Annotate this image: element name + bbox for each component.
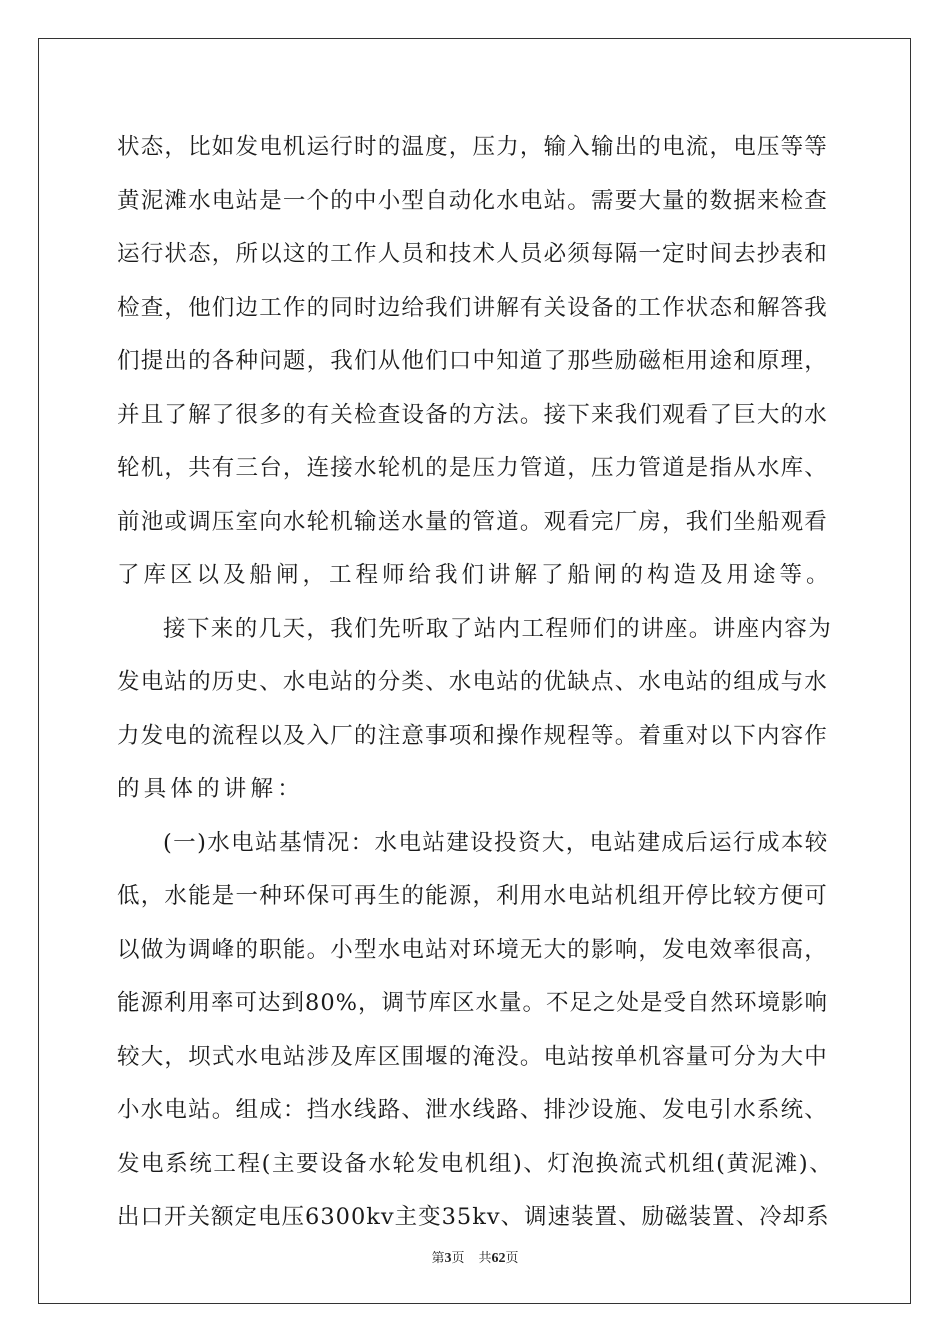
text-line: 发电系统工程(主要设备水轮发电机组)、灯泡换流式机组(黄泥滩)、 — [117, 1150, 834, 1177]
text-line: 了库区以及船闸，工程师给我们讲解了船闸的构造及用途等。 — [117, 562, 833, 588]
text-line: 力发电的流程以及入厂的注意事项和操作规程等。着重对以下内容作 — [117, 722, 829, 749]
text-line: (一)水电站基情况：水电站建设投资大，电站建成后运行成本较 — [163, 829, 829, 856]
page-suffix: 页 — [451, 1251, 465, 1266]
document-body — [117, 121, 833, 1245]
text-line: 较大，坝式水电站涉及库区围堰的淹没。电站按单机容量可分为大中 — [117, 1043, 829, 1070]
text-line: 能源利用率可达到80%，调节库区水量。不足之处是受自然环境影响 — [117, 990, 829, 1016]
text-line: 黄泥滩水电站是一个的中小型自动化水电站。需要大量的数据来检查 — [117, 187, 829, 214]
text-line: 并且了解了很多的有关检查设备的方法。接下来我们观看了巨大的水 — [117, 401, 829, 428]
text-line: 发电站的历史、水电站的分类、水电站的优缺点、水电站的组成与水 — [117, 669, 829, 695]
page-number: 3 — [444, 1251, 452, 1266]
text-line: 小水电站。组成：挡水线路、泄水线路、排沙设施、发电引水系统、 — [117, 1097, 829, 1123]
text-line: 接下来的几天，我们先听取了站内工程师们的讲座。讲座内容为 — [163, 615, 833, 642]
total-suffix: 页 — [505, 1251, 519, 1266]
page-footer — [0, 1247, 950, 1267]
text-line: 检查，他们边工作的同时边给我们讲解有关设备的工作状态和解答我 — [117, 294, 829, 321]
text-line: 们提出的各种问题，我们从他们口中知道了那些励磁柜用途和原理， — [117, 348, 829, 374]
text-line: 前池或调压室向水轮机输送水量的管道。观看完厂房，我们坐船观看 — [117, 508, 829, 535]
text-line: 的具体的讲解： — [117, 776, 304, 802]
text-line: 低，水能是一种环保可再生的能源，利用水电站机组开停比较方便可 — [117, 883, 829, 909]
total-prefix: 共 — [478, 1251, 492, 1266]
total-pages: 62 — [491, 1251, 506, 1266]
text-line: 以做为调峰的职能。小型水电站对环境无大的影响，发电效率很高， — [117, 936, 829, 963]
text-line: 出口开关额定电压6300kv主变35kv、调速装置、励磁装置、冷却系 — [117, 1204, 830, 1230]
text-line: 状态，比如发电机运行时的温度，压力，输入输出的电流，电压等等 — [117, 134, 829, 160]
page-prefix: 第 — [431, 1251, 445, 1266]
text-line: 轮机，共有三台，连接水轮机的是压力管道，压力管道是指从水库、 — [117, 455, 829, 481]
text-line: 运行状态，所以这的工作人员和技术人员必须每隔一定时间去抄表和 — [117, 241, 829, 267]
